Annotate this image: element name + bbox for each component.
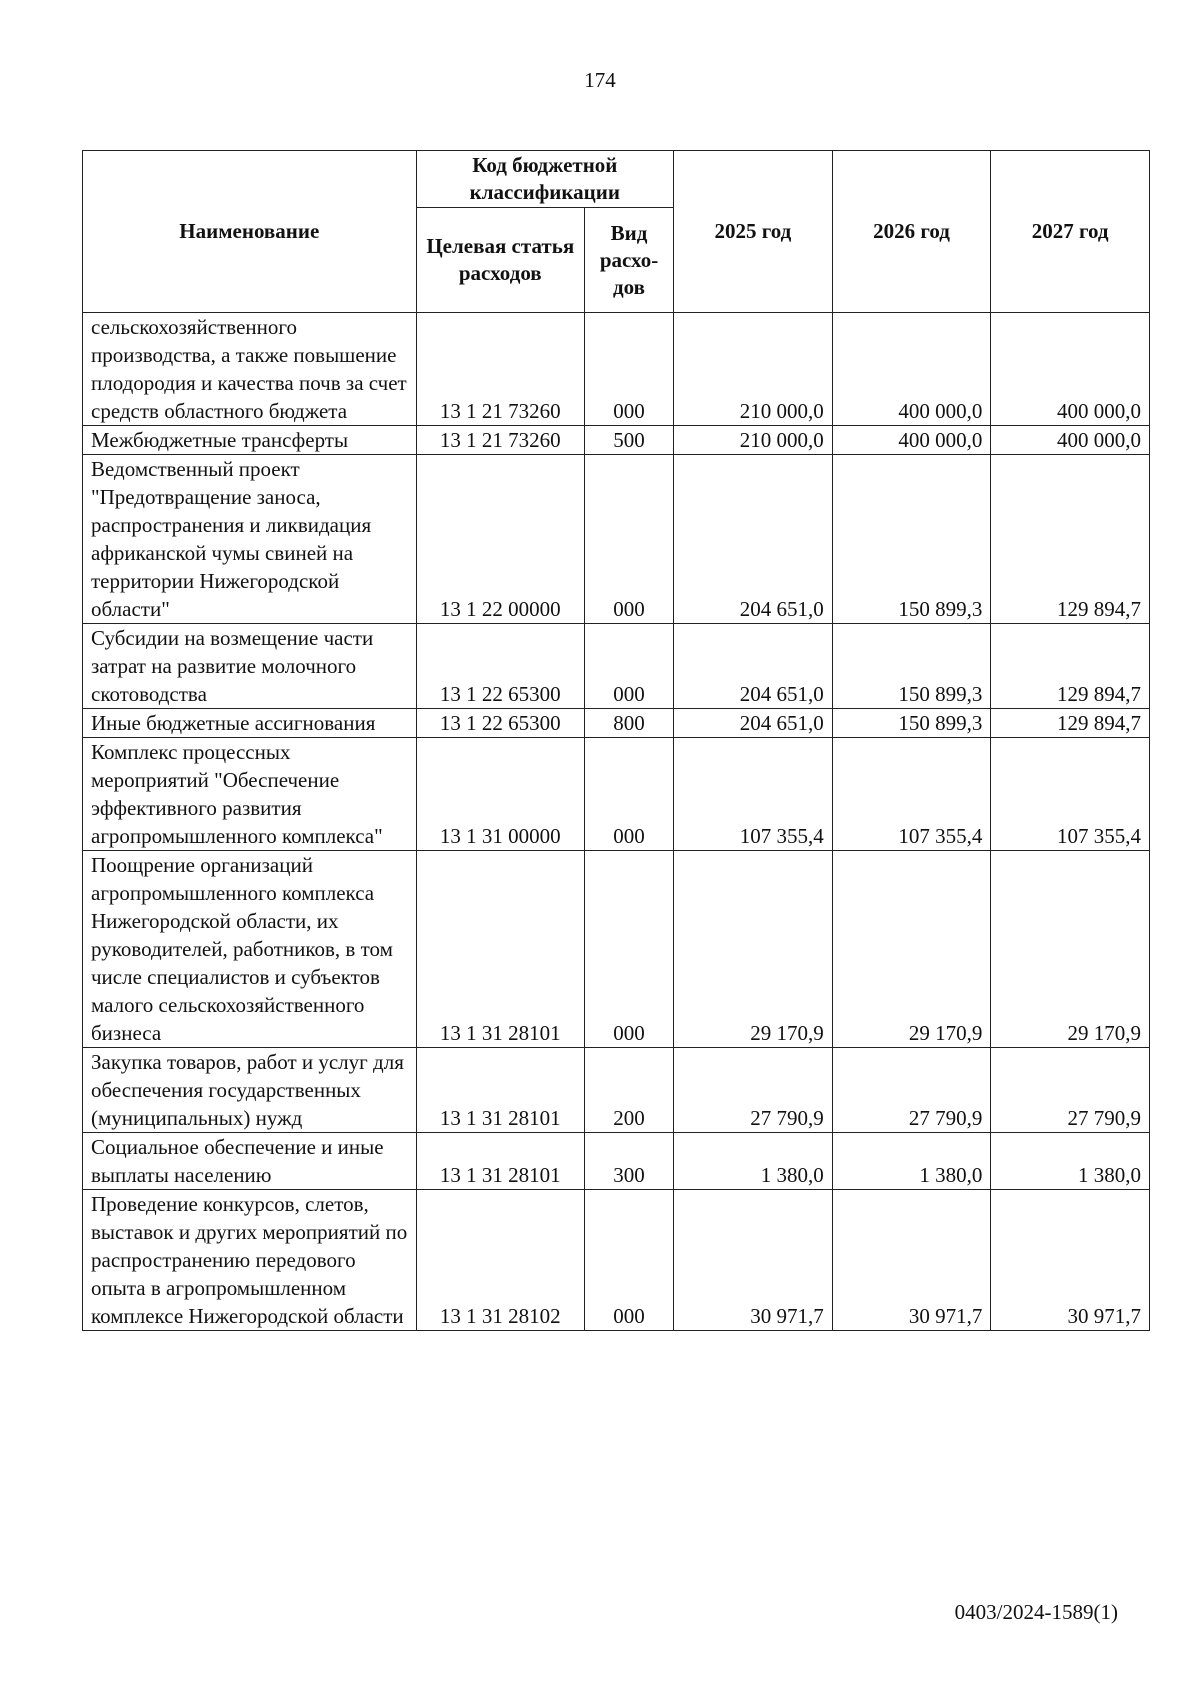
row-value-2026: 1 380,0	[832, 1133, 991, 1190]
row-target-code: 13 1 21 73260	[416, 313, 584, 426]
row-value-2025: 27 790,9	[674, 1048, 833, 1133]
row-value-2027: 400 000,0	[991, 426, 1150, 455]
document-id: 0403/2024-1589(1)	[954, 1600, 1118, 1624]
row-expense-type: 000	[584, 313, 673, 426]
table-body	[83, 313, 1150, 1331]
table-row	[83, 313, 1150, 426]
header-name: Наименование	[83, 151, 417, 313]
table-row	[83, 851, 1150, 1048]
row-target-code: 13 1 21 73260	[416, 426, 584, 455]
row-target-code: 13 1 31 28101	[416, 1133, 584, 1190]
row-target-code: 13 1 22 65300	[416, 709, 584, 738]
row-name: Закупка товаров, работ и услуг для обеспечения государственных (муниципальных) нужд	[83, 1048, 417, 1133]
row-value-2026: 107 355,4	[832, 738, 991, 851]
row-expense-type: 300	[584, 1133, 673, 1190]
row-expense-type: 000	[584, 851, 673, 1048]
row-target-code: 13 1 31 28102	[416, 1190, 584, 1331]
row-value-2025: 204 651,0	[674, 455, 833, 624]
row-target-code: 13 1 22 00000	[416, 455, 584, 624]
table-row	[83, 624, 1150, 709]
row-value-2026: 400 000,0	[832, 426, 991, 455]
row-name: Ведомственный проект "Предотвращение заноса, распространения и ликвидация африканской чумы свиней на территории Нижегородской области"	[83, 455, 417, 624]
row-expense-type: 000	[584, 455, 673, 624]
row-name: Межбюджетные трансферты	[83, 426, 417, 455]
row-value-2025: 1 380,0	[674, 1133, 833, 1190]
row-value-2026: 29 170,9	[832, 851, 991, 1048]
row-value-2025: 204 651,0	[674, 624, 833, 709]
budget-table	[82, 150, 1150, 1331]
row-name: сельскохозяйственного производства, а также повышение плодородия и качества почв за счет средств областного бюджета	[83, 313, 417, 426]
row-value-2025: 29 170,9	[674, 851, 833, 1048]
row-value-2026: 150 899,3	[832, 455, 991, 624]
row-name: Социальное обеспечение и иные выплаты населению	[83, 1133, 417, 1190]
table-row	[83, 455, 1150, 624]
row-expense-type: 800	[584, 709, 673, 738]
row-value-2027: 400 000,0	[991, 313, 1150, 426]
row-value-2026: 400 000,0	[832, 313, 991, 426]
row-value-2027: 129 894,7	[991, 709, 1150, 738]
row-value-2025: 210 000,0	[674, 426, 833, 455]
header-year-2026: 2026 год	[832, 151, 991, 313]
row-target-code: 13 1 22 65300	[416, 624, 584, 709]
row-target-code: 13 1 31 00000	[416, 738, 584, 851]
header-budget-code: Код бюджетной классификации	[416, 151, 674, 208]
row-expense-type: 000	[584, 1190, 673, 1331]
row-value-2026: 150 899,3	[832, 709, 991, 738]
header-year-2025: 2025 год	[674, 151, 833, 313]
row-value-2027: 129 894,7	[991, 455, 1150, 624]
row-value-2025: 210 000,0	[674, 313, 833, 426]
row-expense-type: 000	[584, 624, 673, 709]
table-header	[83, 151, 1150, 313]
table-row	[83, 1190, 1150, 1331]
table-row	[83, 426, 1150, 455]
row-expense-type: 500	[584, 426, 673, 455]
row-name: Иные бюджетные ассигнования	[83, 709, 417, 738]
row-name: Поощрение организаций агропромышленного комплекса Нижегородской области, их руководителей, работников, в том числе специалистов и субъектов малого сельскохозяйственного бизнеса	[83, 851, 417, 1048]
row-value-2025: 107 355,4	[674, 738, 833, 851]
row-value-2027: 27 790,9	[991, 1048, 1150, 1133]
table-row	[83, 1048, 1150, 1133]
header-year-2027: 2027 год	[991, 151, 1150, 313]
row-name: Субсидии на возмещение части затрат на развитие молочного скотоводства	[83, 624, 417, 709]
page-number: 174	[584, 68, 616, 92]
row-value-2027: 107 355,4	[991, 738, 1150, 851]
row-value-2027: 1 380,0	[991, 1133, 1150, 1190]
row-expense-type: 200	[584, 1048, 673, 1133]
row-target-code: 13 1 31 28101	[416, 851, 584, 1048]
table-row	[83, 1133, 1150, 1190]
row-target-code: 13 1 31 28101	[416, 1048, 584, 1133]
row-value-2026: 27 790,9	[832, 1048, 991, 1133]
row-value-2026: 30 971,7	[832, 1190, 991, 1331]
row-value-2025: 30 971,7	[674, 1190, 833, 1331]
row-value-2027: 29 170,9	[991, 851, 1150, 1048]
row-name: Комплекс процессных мероприятий "Обеспечение эффективного развития агропромышленного комплекса"	[83, 738, 417, 851]
table-row	[83, 738, 1150, 851]
header-target-item: Целевая статья расходов	[416, 208, 584, 313]
row-expense-type: 000	[584, 738, 673, 851]
table-row	[83, 709, 1150, 738]
row-value-2026: 150 899,3	[832, 624, 991, 709]
row-value-2027: 129 894,7	[991, 624, 1150, 709]
header-expense-type: Вид расхо-дов	[584, 208, 673, 313]
row-value-2027: 30 971,7	[991, 1190, 1150, 1331]
row-value-2025: 204 651,0	[674, 709, 833, 738]
row-name: Проведение конкурсов, слетов, выставок и других мероприятий по распространению передового опыта в агропромышленном комплексе Нижегородской области	[83, 1190, 417, 1331]
